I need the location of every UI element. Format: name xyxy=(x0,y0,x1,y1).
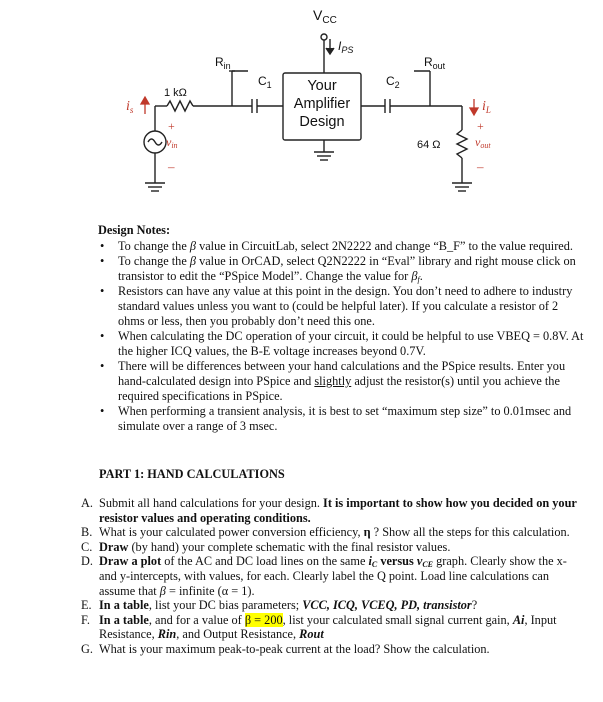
note-5: • There will be differences between your hand calculations and the PSpice results. Enter you hand-calculated design into PSpice and slightly adjust the resistor(s) until you achieve the required specifications in PSpice. xyxy=(98,359,584,403)
vout-label: vout xyxy=(475,135,491,150)
vcc-terminal xyxy=(321,34,327,40)
source-resistor xyxy=(167,101,193,111)
beta-highlight: β = 200 xyxy=(244,612,283,627)
item-d: D. Draw a plot of the AC and DC load lines on the same $i_C$ versus $v_{CE}$ graph. Clearly show the x- and y-intercepts, with values, for each. Clearly label the Q point. Load line calculations can assume that β = infinite (α = 1). xyxy=(81,554,567,598)
vin-plus: + xyxy=(168,119,175,133)
item-f: F. In a table, and for a value of β = 200, list your calculated small signal current gain, Ai, Input Resistance, Rin, and Output Resistance, Rout xyxy=(81,612,557,642)
vout-minus: – xyxy=(477,159,484,174)
vout-plus: + xyxy=(477,119,484,133)
vcc-label: $V_{CC}$ xyxy=(313,7,337,26)
hand-calculation-items xyxy=(81,496,581,657)
note-2: • To change the β value in OrCAD, select Q2N2222 in “Eval” library and right mouse click on transistor to edit the “PSpice Model”. Change the value for $\beta_f$. xyxy=(98,254,584,283)
is-label: $i_s$ xyxy=(126,99,134,115)
item-e: E. In a table, list your DC bias parameters; VCC, ICQ, VCEQ, PD, transistor? xyxy=(81,598,478,613)
load-resistor xyxy=(457,130,467,158)
rin-bracket xyxy=(232,71,248,106)
note-6: • When performing a transient analysis, it is best to set “maximum step size” to 0.01msec and simulate over a range of 3 msec. xyxy=(98,404,584,433)
ips-label: $I_{PS}$ xyxy=(338,39,354,55)
design-notes-list xyxy=(98,239,584,434)
design-notes-title: Design Notes: xyxy=(98,223,171,237)
amplifier-circuit-diagram xyxy=(0,0,603,220)
design-notes xyxy=(98,223,584,434)
note-1: • To change the β value in CircuitLab, select 2N2222 and change “B_F” to the value required. xyxy=(98,239,584,254)
rout-bracket xyxy=(414,71,430,106)
il-label: $i_L$ xyxy=(482,99,491,115)
vin-minus: – xyxy=(168,159,175,174)
item-b: B. What is your calculated power conversion efficiency, η ? Show all the steps for this calculation. xyxy=(81,525,570,540)
rout-label: $R_{out}$ xyxy=(424,55,446,71)
note-3: • Resistors can have any value at this point in the design. You don’t need to adhere to industry standard values unless you want to (could be helpful later). If you calculate a resistor of 2 ohms or less, then you probably don’t need this one. xyxy=(98,284,584,328)
item-c: C. Draw (by hand) your complete schematic with the final resistor values. xyxy=(81,539,451,554)
c2-label: $C_2$ xyxy=(386,74,400,90)
source-resistor-value: 1 kΩ xyxy=(164,87,187,99)
c1-label: $C_1$ xyxy=(258,74,272,90)
rin-label: $R_{in}$ xyxy=(215,55,231,71)
item-g: G. What is your maximum peak-to-peak current at the load? Show the calculation. xyxy=(81,641,490,656)
item-a: A. Submit all hand calculations for your design. It is important to show how you decided on your resistor values and operating conditions. xyxy=(81,496,577,525)
part-title: PART 1: HAND CALCULATIONS xyxy=(99,467,285,481)
load-resistor-value: 64 Ω xyxy=(417,139,441,151)
note-4: • When calculating the DC operation of your circuit, it could be helpful to use VBEQ = 0.8V. At the higher ICQ values, the B-E voltage increases beyond 0.7V. xyxy=(98,329,584,358)
amp-line1: Your xyxy=(307,78,337,94)
amp-line3: Design xyxy=(299,114,345,130)
amp-line2: Amplifier xyxy=(293,96,351,112)
vin-label: vin xyxy=(166,135,178,150)
